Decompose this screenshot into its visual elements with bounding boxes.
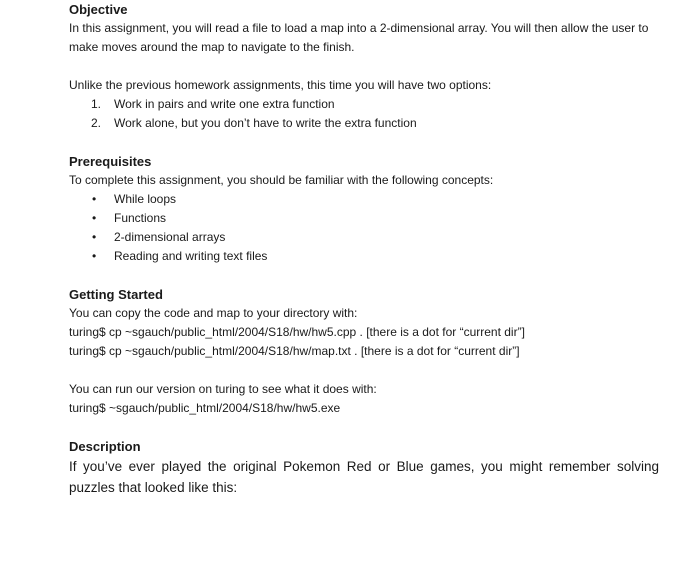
- getting-started-heading: Getting Started: [69, 287, 163, 302]
- document-page: [69, 0, 661, 498]
- getting-started-section: [69, 285, 661, 418]
- prerequisites-section: [69, 152, 661, 266]
- list-item-text: 2-dimensional arrays: [114, 230, 226, 244]
- list-item-text: Work alone, but you don’t have to write the extra function: [114, 116, 417, 130]
- copy-command: turing$ cp ~sgauch/public_html/2004/S18/hw/hw5.cpp . [there is a dot for “current dir”]: [69, 325, 525, 339]
- prerequisites-intro: To complete this assignment, you should be familiar with the following concepts:: [69, 173, 494, 187]
- run-command: turing$ ~sgauch/public_html/2004/S18/hw/hw5.exe: [69, 401, 341, 415]
- description-section: [69, 437, 659, 498]
- list-number: 2.: [91, 116, 102, 130]
- list-item-text: Functions: [114, 211, 167, 225]
- objective-section: [69, 0, 661, 133]
- list-item: [69, 247, 661, 266]
- copy-command: turing$ cp ~sgauch/public_html/2004/S18/hw/map.txt . [there is a dot for “current dir”]: [69, 344, 520, 358]
- list-item-text: While loops: [114, 192, 177, 206]
- run-intro: You can run our version on turing to see what it does with:: [69, 382, 377, 396]
- list-item: [69, 190, 661, 209]
- list-item: [69, 95, 661, 114]
- list-item: [69, 209, 661, 228]
- description-heading: Description: [69, 439, 141, 454]
- objective-paragraph: In this assignment, you will read a file to load a map into a 2-dimensional array. You will then allow the user to make moves around the map to navigate to the finish.: [69, 21, 649, 54]
- list-number: 1.: [91, 97, 102, 111]
- copy-intro: You can copy the code and map to your directory with:: [69, 306, 358, 320]
- options-intro: Unlike the previous homework assignments, this time you will have two options:: [69, 78, 492, 92]
- concepts-list: [69, 190, 661, 266]
- list-item-text: Reading and writing text files: [114, 249, 268, 263]
- objective-heading: Objective: [69, 2, 128, 17]
- bullet-icon: •: [92, 230, 97, 244]
- bullet-icon: •: [92, 249, 97, 263]
- list-item: [69, 228, 661, 247]
- list-item: [69, 114, 661, 133]
- bullet-icon: •: [92, 192, 97, 206]
- prerequisites-heading: Prerequisites: [69, 154, 152, 169]
- description-paragraph: If you’ve ever played the original Pokemon Red or Blue games, you might remember solving puzzles that looked like this:: [69, 459, 659, 495]
- options-list: [69, 95, 661, 133]
- bullet-icon: •: [92, 211, 97, 225]
- list-item-text: Work in pairs and write one extra function: [114, 97, 335, 111]
